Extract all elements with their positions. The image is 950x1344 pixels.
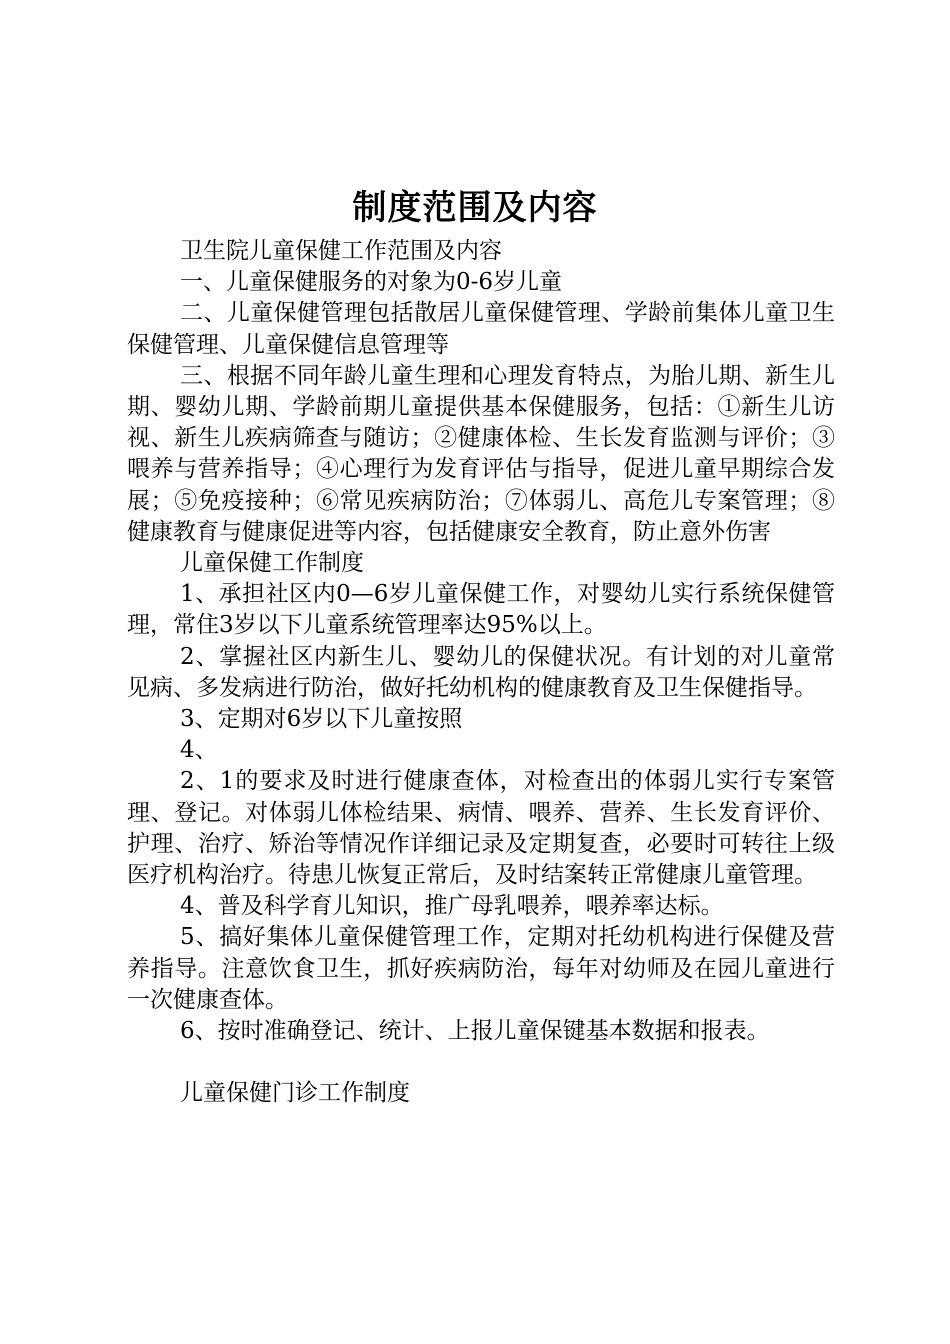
paragraph-rule-1: 1、承担社区内0—6岁儿童保健工作，对婴幼儿实行系统保健管理，常住3岁以下儿童系统管理率达95%以上。 — [127, 581, 835, 639]
paragraph-item-2: 二、儿童保健管理包括散居儿童保健管理、学龄前集体儿童卫生保健管理、儿童保健信息管理等 — [127, 300, 835, 358]
paragraph-rule-5: 5、搞好集体儿童保健管理工作，定期对托幼机构进行保健及营养指导。注意饮食卫生，抓好疾病防治，每年对幼师及在园儿童进行一次健康查体。 — [127, 924, 835, 1013]
paragraph-clinic-heading: 儿童保健门诊工作制度 — [180, 1080, 410, 1107]
paragraph-rule-3: 3、定期对6岁以下儿童按照 — [180, 706, 463, 733]
paragraph-system-heading: 儿童保健工作制度 — [180, 550, 364, 577]
paragraph-item-1: 一、儿童保健服务的对象为0-6岁儿童 — [180, 269, 563, 296]
paragraph-rule-6: 6、按时准确登记、统计、上报儿童保键基本数据和报表。 — [180, 1018, 770, 1045]
paragraph-scope-heading: 卫生院儿童保健工作范围及内容 — [180, 238, 502, 264]
document-body — [127, 236, 835, 1109]
paragraph-rule-4-fragment: 4、 — [180, 737, 218, 764]
paragraph-rule-2: 2、掌握社区内新生儿、婴幼儿的保健状况。有计划的对儿童常见病、多发病进行防治，做好托幼机构的健康教育及卫生保健指导。 — [127, 643, 835, 701]
paragraph-rule-continuation: 2、1的要求及时进行健康查体，对检查出的体弱儿实行专案管理、登记。对体弱儿体检结果、病情、喂养、营养、生长发育评价、护理、治疗、矫治等情况作详细记录及定期复查，必要时可转往上级医疗机构治疗。待患儿恢复正常后，及时结案转正常健康儿童管理。 — [127, 768, 835, 889]
paragraph-rule-4: 4、普及科学育儿知识，推广母乳喂养，喂养率达标。 — [180, 893, 724, 920]
document-title: 制度范围及内容 — [352, 188, 598, 228]
paragraph-item-3: 三、根据不同年龄儿童生理和心理发育特点，为胎儿期、新生儿期、婴幼儿期、学龄前期儿童提供基本保健服务，包括：①新生儿访视、新生儿疾病筛查与随访；②健康体检、生长发育监测与评价；③喂养与营养指导；④心理行为发育评估与指导，促进儿童早期综合发展；⑤免疫接种；⑥常见疾病防治；⑦体弱儿、高危儿专案管理；⑧健康教育与健康促进等内容，包括健康安全教育，防止意外伤害 — [127, 362, 835, 545]
